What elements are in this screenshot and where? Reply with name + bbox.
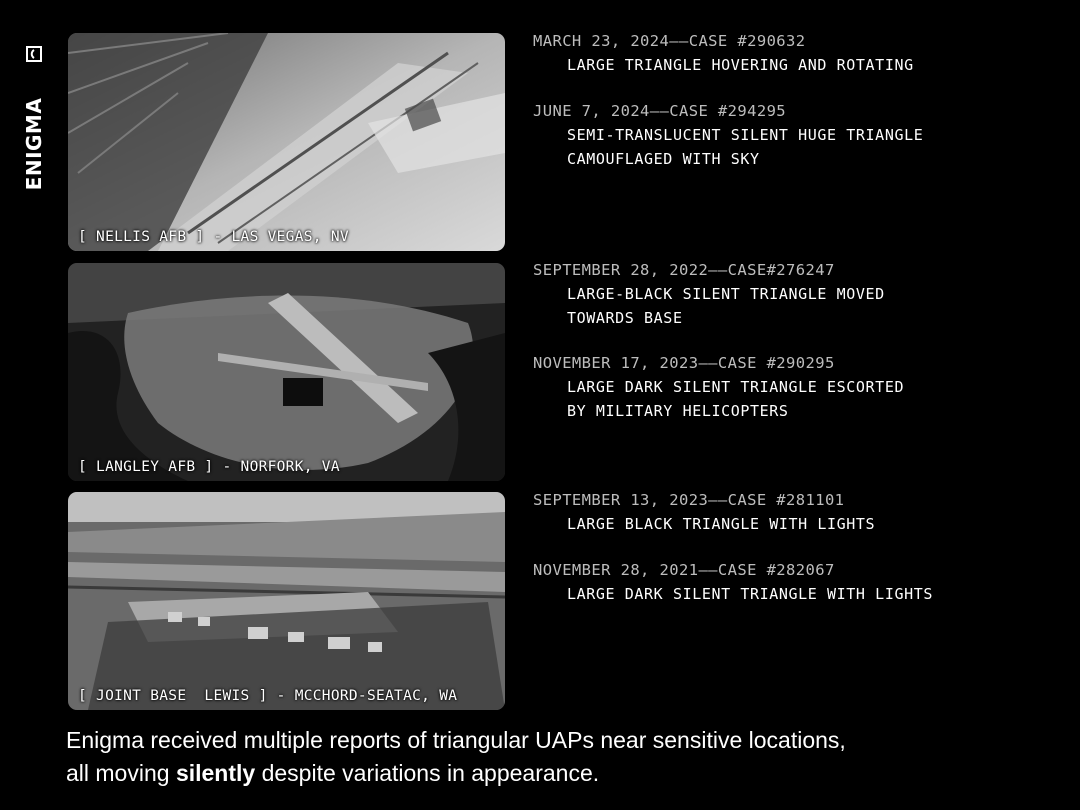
case-report bbox=[533, 490, 1053, 536]
photo-joint-base-lewis bbox=[68, 492, 505, 710]
summary-line-2-start: all moving bbox=[66, 760, 176, 786]
case-report bbox=[533, 101, 1053, 171]
photo-caption: [ JOINT BASE LEWIS ] - MCCHORD-SEATAC, WA bbox=[78, 688, 458, 704]
case-header: NOVEMBER 28, 2021——CASE #282067 bbox=[533, 561, 835, 579]
photo-langley-afb bbox=[68, 263, 505, 481]
summary-emphasis: silently bbox=[175, 760, 256, 786]
summary-line-2-end: despite variations in appearance. bbox=[255, 760, 600, 786]
summary-line-2 bbox=[66, 757, 966, 790]
photo-caption: [ LANGLEY AFB ] - NORFORK, VA bbox=[78, 459, 340, 475]
brand-mark bbox=[24, 46, 44, 214]
case-description: LARGE DARK SILENT TRIANGLE WITH LIGHTS bbox=[567, 585, 933, 603]
case-header: JUNE 7, 2024——CASE #294295 bbox=[533, 102, 787, 120]
aerial-photo-langley bbox=[68, 263, 505, 481]
case-header: MARCH 23, 2024——CASE #290632 bbox=[533, 32, 806, 50]
case-description: LARGE DARK SILENT TRIANGLE ESCORTED BY MILITARY HELICOPTERS bbox=[567, 378, 905, 420]
aerial-photo-nellis bbox=[68, 33, 505, 251]
summary-line-1: Enigma received multiple reports of triangular UAPs near sensitive locations, bbox=[66, 727, 846, 753]
case-header: SEPTEMBER 13, 2023——CASE #281101 bbox=[533, 491, 845, 509]
case-header: SEPTEMBER 28, 2022——CASE#276247 bbox=[533, 261, 835, 279]
case-description: LARGE BLACK TRIANGLE WITH LIGHTS bbox=[567, 515, 876, 533]
case-report bbox=[533, 353, 1053, 423]
case-description: LARGE TRIANGLE HOVERING AND ROTATING bbox=[567, 56, 914, 74]
aerial-photo-lewis bbox=[68, 492, 505, 710]
photo-caption: [ NELLIS AFB ] - LAS VEGAS, NV bbox=[78, 229, 349, 245]
enigma-logo-icon bbox=[26, 46, 42, 62]
case-description: LARGE-BLACK SILENT TRIANGLE MOVED TOWARDS BASE bbox=[567, 285, 885, 327]
case-header: NOVEMBER 17, 2023——CASE #290295 bbox=[533, 354, 835, 372]
case-report bbox=[533, 260, 1053, 330]
photo-nellis-afb bbox=[68, 33, 505, 251]
brand-name: ENIGMA bbox=[22, 97, 46, 191]
case-description: SEMI-TRANSLUCENT SILENT HUGE TRIANGLE CAMOUFLAGED WITH SKY bbox=[567, 126, 924, 168]
summary-text bbox=[66, 724, 966, 790]
case-report bbox=[533, 560, 1053, 606]
case-report bbox=[533, 31, 1053, 77]
